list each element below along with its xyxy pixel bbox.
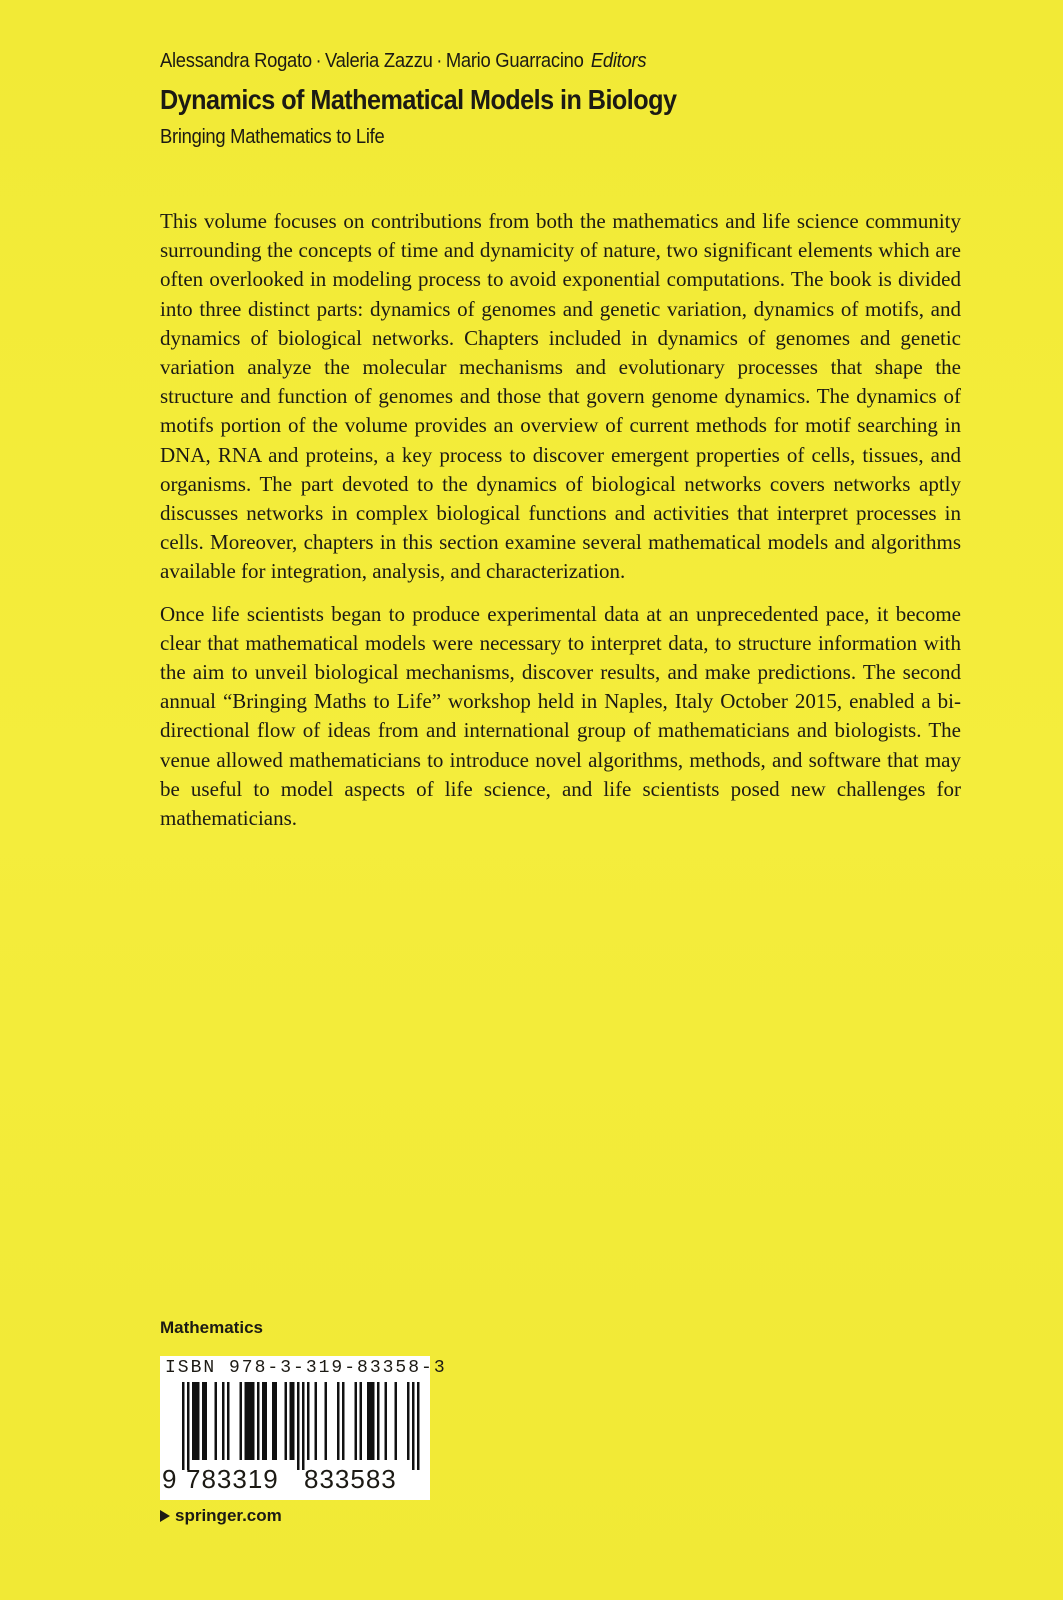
- barcode-bar: [245, 1382, 248, 1460]
- description-paragraph: This volume focuses on contributions from both the mathematics and life science community surrounding the concepts of time and dynamicity of nature, two significant elements which are often overlooked in modeling process to avoid exponential computations. The book is divided into three distinct parts: dynamics of genomes and genetic variation, dynamics of motifs, and dynamics of biological networks. Chapters included in dynamics of genomes and genetic variation analyze the molecular mechanisms and evolutionary processes that shape the structure and function of genomes and those that govern genome dynamics. The dynamics of motifs portion of the volume provides an overview of current methods for motif searching in DNA, RNA and proteins, a key process to discover emergent properties of cells, tissues, and organisms. The part devoted to the dynamics of biological networks covers networks aptly discusses networks in complex biological functions and activities that interpret processes in cells. Moreover, chapters in this section examine several mathematical models and algorithms available for integration, analysis, and characterization.: [160, 209, 961, 584]
- barcode-bar: [265, 1382, 268, 1460]
- editors-role: Editors: [590, 50, 647, 72]
- separator-dot: ·: [436, 50, 443, 72]
- barcode-bar: [395, 1382, 398, 1460]
- separator-dot: ·: [315, 50, 322, 72]
- barcode-bar: [205, 1382, 208, 1460]
- barcode-bar: [315, 1382, 318, 1460]
- barcode-bar: [252, 1382, 255, 1460]
- barcode-bar: [355, 1382, 358, 1460]
- barcode-bar: [290, 1382, 293, 1460]
- editor-name: Alessandra Rogato: [160, 50, 312, 72]
- barcode-bar: [417, 1382, 420, 1470]
- barcode-bar: [272, 1382, 275, 1460]
- barcode-bar: [370, 1382, 373, 1460]
- publisher-link[interactable]: [160, 1506, 282, 1526]
- barcode-bars: [160, 1382, 430, 1472]
- editor-name: Mario Guarracino: [445, 50, 584, 72]
- editors-line: [160, 50, 646, 73]
- barcode-bar: [412, 1382, 415, 1470]
- barcode-bar: [377, 1382, 380, 1460]
- barcode-bar: [215, 1382, 218, 1460]
- barcode-bar: [195, 1382, 198, 1460]
- barcode-bar: [202, 1382, 205, 1460]
- isbn-barcode: [160, 1356, 447, 1500]
- barcode-bar: [285, 1382, 288, 1460]
- barcode-bar: [342, 1382, 345, 1460]
- barcode-bar: [385, 1382, 388, 1460]
- subject-category: Mathematics: [160, 1318, 263, 1337]
- barcode-bar: [247, 1382, 250, 1460]
- barcode-bar: [182, 1382, 185, 1470]
- barcode-bar: [262, 1382, 265, 1460]
- barcode-bar: [337, 1382, 340, 1460]
- description: [160, 207, 961, 846]
- isbn-label: ISBN 978-3-319-83358-3: [165, 1358, 447, 1378]
- book-subtitle: Bringing Mathematics to Life: [160, 126, 385, 148]
- barcode-bar: [227, 1382, 230, 1460]
- barcode-bar: [197, 1382, 200, 1460]
- barcode-bar: [240, 1382, 243, 1460]
- barcode-bar: [275, 1382, 278, 1460]
- ean-first-digit: 9: [162, 1464, 177, 1494]
- barcode-bar: [192, 1382, 195, 1460]
- barcode-bar: [372, 1382, 375, 1460]
- barcode-bar: [367, 1382, 370, 1460]
- barcode-bar: [292, 1382, 295, 1460]
- editor-name: Valeria Zazzu: [325, 50, 433, 72]
- ean-right-group: 833583: [304, 1464, 397, 1494]
- barcode-bar: [222, 1382, 225, 1460]
- barcode-bar: [297, 1382, 300, 1470]
- ean-left-group: 783319: [186, 1464, 279, 1494]
- barcode-bar: [407, 1382, 410, 1460]
- description-paragraph: Once life scientists began to produce experimental data at an unprecedented pace, it become clear that mathematical models were necessary to interpret data, to structure information with the aim to unveil biological mechanisms, discover results, and make predictions. The second annual “Bringing Maths to Life” workshop held in Naples, Italy October 2015, enabled a bi-directional flow of ideas from and international group of mathematicians and biologists. The venue allowed mathematicians to introduce novel algorithms, methods, and software that may be useful to model aspects of life science, and life scientists posed new challenges for mathematicians.: [160, 601, 961, 831]
- arrow-right-icon: [160, 1510, 170, 1522]
- barcode-bar: [302, 1382, 305, 1470]
- barcode-bar: [187, 1382, 190, 1470]
- barcode-bar: [325, 1382, 328, 1460]
- barcode-bar: [307, 1382, 310, 1460]
- book-title: Dynamics of Mathematical Models in Biology: [160, 84, 677, 115]
- barcode-bar: [257, 1382, 260, 1460]
- barcode-bar: [360, 1382, 363, 1460]
- barcode-bar: [250, 1382, 253, 1460]
- publisher-url: springer.com: [175, 1506, 282, 1525]
